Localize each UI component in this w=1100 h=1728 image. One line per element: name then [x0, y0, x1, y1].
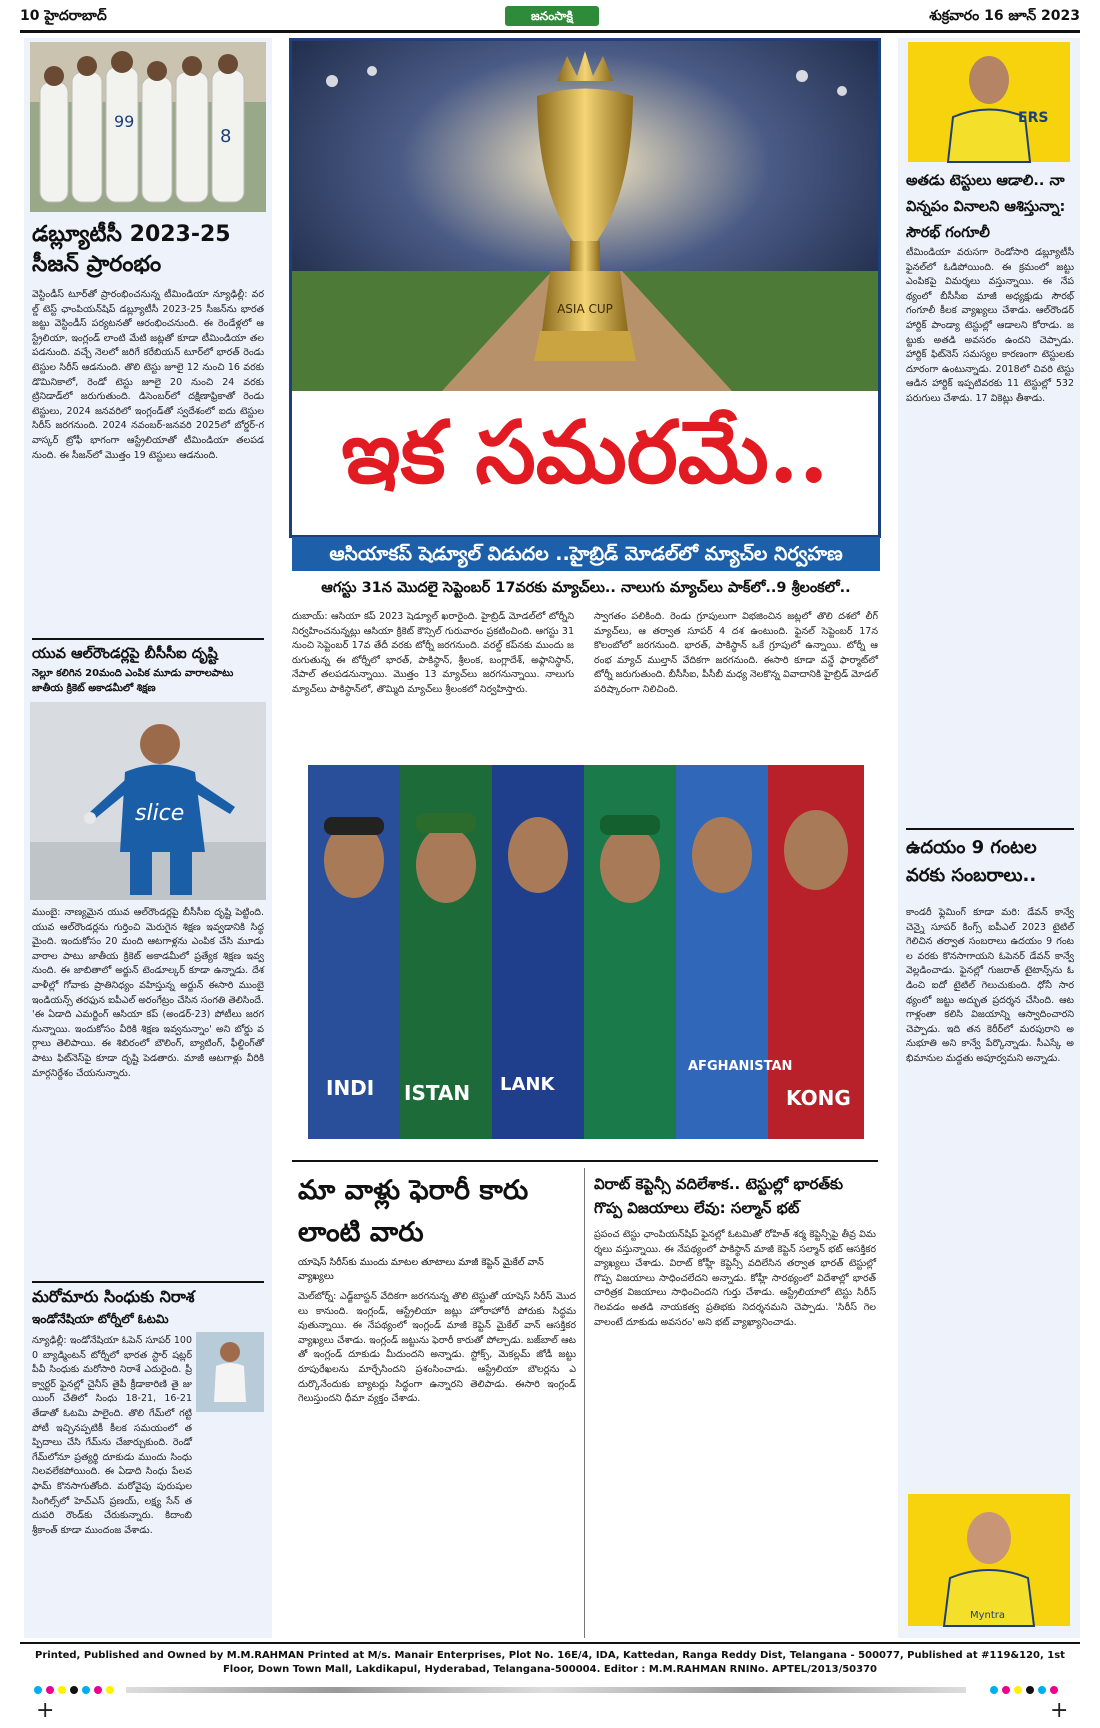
headline-wtc-season: డబ్ల్యూటీసీ 2023-25 సీజన్ ప్రారంభం — [32, 222, 231, 277]
sindhu-photo — [196, 1332, 264, 1412]
lead-subheadline: ఆగస్టు 31న మొదలై సెప్టెంబర్ 17వరకు మ్యాచ్‌లు.. నాలుగు మ్యాచ్‌లు పాక్‌లో..9 శ్రీలంకలో.. — [321, 580, 851, 596]
asia-cup-trophy-photo — [292, 41, 878, 391]
asia-cup-captains-photo — [308, 765, 864, 1139]
svg-text:slice: slice — [135, 801, 185, 826]
section-rule — [292, 1160, 878, 1162]
issue-date: శుక్రవారం 16 జూన్ 2023 — [929, 8, 1080, 24]
article-celebrations: కాండరీ ఫ్లెమింగ్ కూడా మరి: డేవన్ కాన్వే చెన్నై సూపర్ కింగ్స్ ఐపీఎల్ 2023 టైటిల్ గెలిచిన తర్వాత సంబరాలు ఉదయం 9 గంటల వరకు కొనసాగాయని ఓపెనర్ డేవన్ కాన్వే వెల్లడించాడు. ఫైనల్లో గుజరాత్ టైటాన్స్‌ను ఓడించి ఐదో టైటిల్ గెలుచుకుంది. ధోనీ సారథ్యంలో జట్టు అద్భుత ప్రదర్శన చేసింది. ఆటగాళ్లంతా కలిసి విజయాన్ని ఆస్వాదించారని చెప్పాడు. ఇది తన కెరీర్‌లో మరపురాని అనుభూతి అని కాన్వే పేర్కొన్నాడు. సీఎస్కే అభిమానుల మద్దతు అపూర్వమని అన్నాడు. — [906, 907, 1074, 1064]
section-rule — [906, 828, 1074, 830]
right-column — [898, 38, 1080, 1638]
registration-color-bar — [30, 1683, 1070, 1697]
imprint-line: Printed, Published and Owned by M.M.RAHMAN Printed at M/s. Manair Enterprises, Plot No. 16E/4, IDA, Kattedan, Ranga Reddy Dist, Telangana - 500077, Published at #119&120, 1st Floor, Down Town Mall, Lakdikapul, Hyderabad, Telangana-500004. Editor : M.M.RAHMAN RNINo. APTEL/2013/50370 — [35, 1650, 1065, 1675]
trophy-label: ASIA CUP — [557, 302, 613, 316]
svg-text:ERS: ERS — [1018, 110, 1049, 126]
crop-mark-right: + — [1050, 1698, 1069, 1723]
article-allrounders: ముంబై: నాణ్యమైన యువ ఆల్‌రౌండర్లపై బీసీసీఐ దృష్టి పెట్టింది. యువ ఆల్‌రౌండర్లను గుర్తించి మెరుగైన శిక్షణ ఇవ్వడానికి సిద్ధమైంది. ఇందుకోసం 20 మంది ఆటగాళ్లను ఎంపిక చేసి మూడు వారాల పాటు జాతీయ క్రికెట్ అకాడమీలో ప్రత్యేక శిక్షణ ఇవ్వనుంది. ఈ జాబితాలో అర్జున్ టెండూల్కర్ కూడా ఉన్నాడు. దేశవాళీల్లో గోవాకు ప్రాతినిధ్యం వహిస్తున్న అర్జున్ ఈసారి ముంబై ఇండియన్స్ తరఫున ఐపీఎల్ అరంగేట్రం చేసిన సంగతి తెలిసిందే. 'ఈ ఏడాది ఎమర్జింగ్ ఆసియా కప్ (అండర్-23) పోటీలు జరగనున్నాయి. ఇందుకోసం వీరికి శిక్షణ ఇవ్వనున్నాం' అని బోర్డు వర్గాలు తెలిపాయి. ఈ శిబిరంలో బౌలింగ్, బ్యాటింగ్, ఫీల్డింగ్‌తో పాటు ఫిట్‌నెస్‌పై కూడా దృష్టి పెడతారు. మాజీ ఆటగాళ్లు వీరికి మార్గనిర్దేశం చేయనున్నారు. — [32, 907, 264, 1079]
svg-text:KONG: KONG — [786, 1086, 851, 1110]
page-label: 10 హైదరాబాద్ — [20, 8, 107, 24]
svg-text:LANK: LANK — [500, 1074, 555, 1095]
lead-headline: ఇక సమరమే.. — [341, 402, 829, 503]
headline-vaughan: మా వాళ్లు ఫెరారీ కారు లాంటి వారు — [298, 1175, 529, 1248]
lead-article-col1: దుబాయ్: ఆసియా కప్ 2023 షెడ్యూల్ ఖరారైంది. హైబ్రిడ్ మోడల్‌లో టోర్నీని నిర్వహించనున్నట్లు ఆసియా క్రికెట్ కౌన్సిల్ గురువారం ప్రకటించింది. ఆగస్టు 31 నుంచి సెప్టెంబర్ 17వ తేదీ వరకు టోర్నీ జరగనుంది. వరల్డ్ కప్‌నకు ముందు జరుగుతున్న ఈ టోర్నీలో భారత్, పాకిస్థాన్, శ్రీలంక, బంగ్లాదేశ్, అఫ్గానిస్థాన్, నేపాల్ తలపడనున్నాయి. మొత్తం 13 మ్యాచ్‌లు జరగనున్నాయి. నాలుగు మ్యాచ్‌లు పాకిస్థాన్‌లో, తొమ్మిది మ్యాచ్‌లు శ్రీలంకలో నిర్వహిస్తారు. — [292, 611, 574, 695]
lead-banner: ఆసియాకప్ షెడ్యూల్ విడుదల ..హైబ్రిడ్ మోడల్‌లో మ్యాచ్‌ల నిర్వహణ — [292, 537, 880, 571]
article-vaughan: మెల్‌బోర్న్: ఎడ్జ్‌బాస్టన్ వేదికగా జరగనున్న తొలి టెస్టుతో యాషెస్ సిరీస్ మొదలు కానుంది. ఇంగ్లండ్, ఆస్ట్రేలియా జట్లు హోరాహోరీ పోరుకు సిద్ధమవుతున్నాయి. ఈ నేపథ్యంలో ఇంగ్లండ్ మాజీ కెప్టెన్ మైకేల్ వాన్ ఆసక్తికర వ్యాఖ్యలు చేశాడు. ఇంగ్లండ్ జట్టును ఫెరారీ కారుతో పోల్చాడు. బజ్‌బాల్ ఆటతో ఇంగ్లండ్ దూకుడు మీదుందని అన్నాడు. స్టోక్స్, మెకల్లమ్ జోడీ జట్టు రూపురేఖలను మార్చేసిందని ప్రశంసించాడు. ఆస్ట్రేలియా బౌలర్లను ఎదుర్కొనేందుకు బ్యాటర్లు సిద్ధంగా ఉన్నారని తెలిపాడు. ఈసారి ఇంగ్లండ్ గెలుస్తుందని ధీమా వ్యక్తం చేశాడు. — [298, 1291, 576, 1405]
team-india-photo — [30, 42, 266, 212]
column-divider — [584, 1168, 585, 1638]
subheadline-allrounders: నెల్లూ కలిగిన 20మంది ఎంపిక మూడు వారాలపాటు జాతీయ క్రికెట్ అకాడమీలో శిక్షణ — [32, 668, 234, 694]
csk-player-photo-bottom — [908, 1494, 1070, 1626]
headline-sindhu: మరోమారు సింధుకు నిరాశ — [32, 1287, 195, 1306]
footer-rule — [20, 1642, 1080, 1644]
lead-article-col2: స్వాగతం పలికింది. రెండు గ్రూపులుగా విభజించిన జట్లలో తొలి దశలో లీగ్ మ్యాచ్‌లు, ఆ తర్వాత సూపర్ 4 దశ ఉంటుంది. ఫైనల్ సెప్టెంబర్ 17న కొలంబోలో జరగనుంది. భారత్, పాకిస్థాన్ ఒకే గ్రూపులో ఉన్నాయి. టోర్నీ ఆరంభ మ్యాచ్ ముల్తాన్ వేదికగా జరగనుంది. ఈసారి కూడా వన్డే ఫార్మాట్‌లో టోర్నీ జరుగుతుంది. బీసీసీఐ, పీసీబీ మధ్య నెలకొన్న వివాదానికి హైబ్రిడ్ మోడల్ పరిష్కారంగా నిలిచింది. — [594, 611, 878, 695]
subheadline-vaughan: యాషెస్ సిరీస్‌కు ముందు మాటల తూటాలు మాజీ కెప్టెన్ మైకేల్ వాన్ వ్యాఖ్యలు — [298, 1257, 544, 1282]
article-wtc: వెస్టిండీస్ టూర్‌తో ప్రారంభించనున్న టీమిండియా న్యూఢిల్లీ: వరల్డ్ టెస్ట్ ఛాంపియన్‌షిప్ డబ్ల్యూటీసీ 2023-25 సీజన్‌ను భారత జట్టు వెస్టిండీస్ పర్యటనతో ఆరంభించనుంది. ఈ రెండేళ్లలో ఆస్ట్రేలియా, ఇంగ్లండ్ లాంటి మేటి జట్లతో కూడా టీమిండియా తలపడనుంది. వచ్చే నెలలో జరిగే కరేబియన్ టూర్‌లో భారత్ రెండు టెస్టుల సిరీస్ ఆడనుంది. తొలి టెస్టు జూలై 12 నుంచి 16 వరకు డొమినికాలో, రెండో టెస్టు జూలై 20 నుంచి 24 వరకు ట్రినిడాడ్‌లో జరుగుతుంది. డిసెంబర్‌లో దక్షిణాఫ్రికాతో రెండు టెస్టులు, 2024 జనవరిలో ఇంగ్లండ్‌తో స్వదేశంలో ఐదు టెస్టుల సిరీస్ జరగనుంది. 2024 నవంబర్-జనవరి 2025లో బోర్డర్-గవాస్కర్ ట్రోఫీ భాగంగా ఆస్ట్రేలియాతో టీమిండియా తలపడనుంది. ఈ సీజన్‌లో మొత్తం 19 టెస్టులు ఆడనుంది. — [32, 289, 264, 461]
headline-allrounders: యువ ఆల్‌రౌండర్లపై బీసీసీఐ దృష్టి — [32, 646, 218, 662]
svg-text:99: 99 — [114, 112, 135, 131]
crop-mark-left: + — [36, 1698, 55, 1723]
header-divider — [20, 30, 1080, 33]
svg-text:8: 8 — [220, 126, 232, 147]
headline-celebrations: ఉదయం 9 గంటల వరకు సంబరాలు.. — [906, 837, 1037, 886]
headline-ganguly: అతడు టెస్టులు ఆడాలి.. నా విన్నపం వినాలని ఆశిస్తున్నా: సౌరభ్ గంగూలీ — [906, 173, 1066, 241]
newspaper-logo: జనంసాక్షి — [505, 6, 599, 26]
svg-text:INDI: INDI — [326, 1076, 375, 1100]
subheadline-sindhu: ఇండోనేషియా టోర్నీలో ఓటమి — [32, 1312, 169, 1326]
left-column — [24, 38, 272, 1638]
masthead — [20, 4, 1080, 30]
svg-text:AFGHANISTAN: AFGHANISTAN — [688, 1059, 793, 1074]
section-rule — [32, 1281, 264, 1283]
svg-text:Myntra: Myntra — [970, 1610, 1006, 1621]
article-sindhu: న్యూఢిల్లీ: ఇండోనేషియా ఓపెన్ సూపర్ 1000 బ్యాడ్మింటన్ టోర్నీలో భారత స్టార్ షట్లర్ పీవీ సింధుకు మరోసారి నిరాశే ఎదురైంది. ప్రీ క్వార్టర్ ఫైనల్లో చైనీస్ తైపీ క్రీడాకారిణి తై జు యింగ్ చేతిలో సింధు 18-21, 16-21 తేడాతో ఓటమి పాలైంది. తొలి గేమ్‌లో గట్టి పోటీ ఇచ్చినప్పటికీ కీలక సమయంలో తప్పిదాలు చేసి గేమ్‌ను చేజార్చుకుంది. రెండో గేమ్‌లోనూ ప్రత్యర్థి దూకుడు ముందు సింధు నిలవలేకపోయింది. ఈ ఏడాది సింధు పేలవ ఫామ్ కొనసాగుతోంది. మరోవైపు పురుషుల సింగిల్స్‌లో హెచ్‌ఎస్ ప్రణయ్, లక్ష్య సేన్ తదుపరి రౌండ్‌కు చేరుకున్నారు. కిదాంబి శ్రీకాంత్ కూడా ముందంజ వేశాడు. — [32, 1335, 192, 1536]
svg-text:ISTAN: ISTAN — [404, 1081, 471, 1105]
arjun-tendulkar-photo — [30, 702, 266, 900]
headline-salman-butt: విరాట్ కెప్టెన్సీ వదిలేశాక.. టెస్టుల్లో భారత్‌కు గొప్ప విజయాలు లేవు: సల్మాన్ భట్ — [594, 1175, 844, 1217]
article-salman-butt: ప్రపంచ టెస్టు ఛాంపియన్‌షిప్ ఫైనల్లో ఓటమితో రోహిత్ శర్మ కెప్టెన్సీపై తీవ్ర విమర్శలు వస్తున్నాయి. ఈ నేపథ్యంలో పాకిస్థాన్ మాజీ కెప్టెన్ సల్మాన్ భట్ ఆసక్తికర వ్యాఖ్యలు చేశాడు. విరాట్ కోహ్లీ కెప్టెన్సీ వదిలేసిన తర్వాత భారత్ టెస్టుల్లో గొప్ప విజయాలు సాధించలేదని అన్నాడు. కోహ్లీ సారథ్యంలో విదేశాల్లో భారత్ చారిత్రక విజయాలు సాధించిందని గుర్తు చేశాడు. ఆస్ట్రేలియాలో టెస్టు సిరీస్ గెలవడం అతడి నాయకత్వ ప్రతిభకు నిదర్శనమని చెప్పాడు. 'సిరీస్ గెలవాలంటే దూకుడు అవసరం' అని భట్ వ్యాఖ్యానించాడు. — [594, 1229, 876, 1328]
section-rule — [32, 638, 264, 640]
article-ganguly: టీమిండియా వరుసగా రెండోసారి డబ్ల్యూటీసీ ఫైనల్‌లో ఓడిపోయింది. ఈ క్రమంలో జట్టు ఎంపికపై విమర్శలు వస్తున్నాయి. ఈ నేపథ్యంలో బీసీసీఐ మాజీ అధ్యక్షుడు సౌరభ్ గంగూలీ కీలక వ్యాఖ్యలు చేశాడు. ఆల్‌రౌండర్ హార్దిక్ పాండ్యా టెస్టుల్లో ఆడాలని కోరాడు. జట్టుకు అతడి అవసరం ఉందని చెప్పాడు. హార్దిక్ ఫిట్‌నెస్ సమస్యల కారణంగా టెస్టులకు దూరంగా ఉంటున్నాడు. 2018లో చివరి టెస్టు ఆడిన హార్దిక్ ఇప్పటివరకు 11 టెస్టుల్లో 532 పరుగులు చేశాడు. 17 వికెట్లు తీశాడు. — [906, 247, 1074, 404]
csk-player-photo-top — [908, 42, 1070, 162]
